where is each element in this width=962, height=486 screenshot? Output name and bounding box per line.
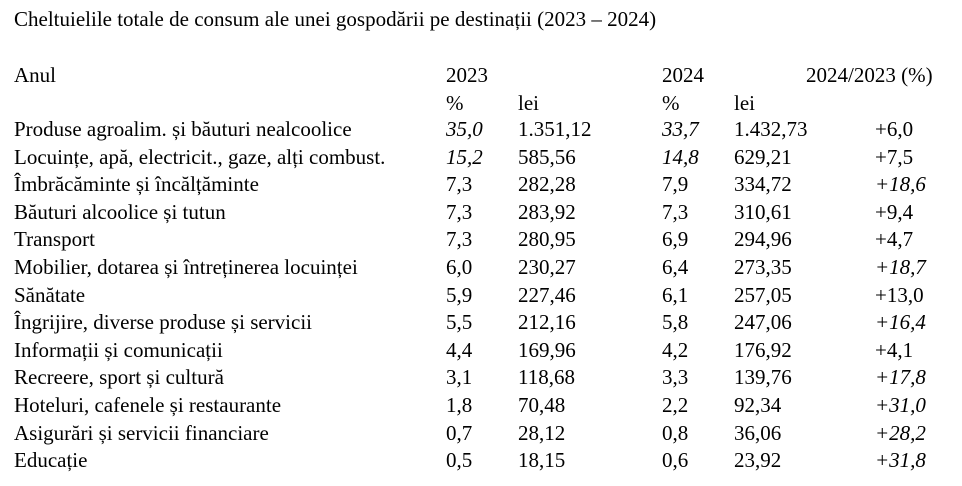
lei-2024: 176,92 [734, 337, 792, 362]
pct-2024: 4,2 [662, 337, 689, 362]
pct-2024: 33,7 [662, 117, 699, 141]
pct-2024: 6,1 [662, 282, 689, 307]
lei-2024: 257,05 [734, 282, 792, 307]
subheader-lei-2023: lei [518, 91, 539, 115]
change-pct: +13,0 [875, 282, 924, 307]
category-name: Asigurări și servicii financiare [14, 420, 269, 445]
category-name: Băuturi alcoolice și tutun [14, 199, 226, 224]
pct-2023: 4,4 [446, 337, 473, 362]
pct-2023: 0,5 [446, 448, 473, 473]
table-row [14, 309, 955, 337]
lei-2023: 283,92 [518, 199, 576, 224]
table-row [14, 364, 955, 392]
change-pct: +7,5 [875, 144, 914, 169]
change-pct: +31,8 [875, 448, 926, 473]
subheader-pct-2023: % [446, 91, 464, 115]
change-pct: +6,0 [875, 117, 914, 141]
lei-2024: 92,34 [734, 392, 782, 417]
subheader-lei-2024: lei [734, 91, 755, 115]
pct-2024: 7,9 [662, 172, 689, 197]
category-name: Locuințe, apă, electricit., gaze, alți combust. [14, 144, 386, 169]
category-name: Educație [14, 448, 88, 473]
lei-2023: 280,95 [518, 227, 576, 252]
lei-2023: 585,56 [518, 144, 576, 169]
lei-2024: 36,06 [734, 420, 782, 445]
change-pct: +18,7 [875, 254, 926, 279]
lei-2024: 629,21 [734, 144, 792, 169]
lei-2024: 310,61 [734, 199, 792, 224]
table-row [14, 282, 955, 310]
pct-2024: 7,3 [662, 199, 689, 224]
header-year-2023: 2023 [446, 63, 488, 87]
lei-2023: 70,48 [518, 392, 566, 417]
change-pct: +31,0 [875, 392, 926, 417]
pct-2023: 7,3 [446, 172, 473, 197]
pct-2023: 7,3 [446, 199, 473, 224]
pct-2024: 0,6 [662, 448, 689, 473]
header-row-label: Anul [14, 63, 56, 87]
change-pct: +18,6 [875, 172, 926, 197]
lei-2023: 1.351,12 [518, 117, 592, 141]
lei-2024: 273,35 [734, 254, 792, 279]
change-pct: +16,4 [875, 310, 926, 335]
table-row [14, 171, 955, 199]
category-name: Hoteluri, cafenele și restaurante [14, 392, 282, 417]
pct-2023: 5,9 [446, 282, 473, 307]
change-pct: +4,1 [875, 337, 914, 362]
lei-2023: 230,27 [518, 254, 576, 279]
pct-2024: 6,4 [662, 254, 689, 279]
lei-2024: 334,72 [734, 172, 792, 197]
table-row [14, 447, 955, 475]
table-row [14, 199, 955, 227]
category-name: Îmbrăcăminte și încălțăminte [14, 172, 259, 197]
pct-2023: 5,5 [446, 310, 473, 335]
header-change: 2024/2023 (%) [806, 63, 933, 87]
category-name: Mobilier, dotarea și întreținerea locuinței [14, 254, 358, 279]
table-row [14, 337, 955, 365]
pct-2023: 3,1 [446, 365, 473, 390]
lei-2023: 28,12 [518, 420, 566, 445]
expenses-table-body [14, 116, 955, 475]
lei-2024: 1.432,73 [734, 117, 808, 141]
pct-2023: 6,0 [446, 254, 473, 279]
lei-2023: 227,46 [518, 282, 576, 307]
table-row [14, 226, 955, 254]
table-row [14, 392, 955, 420]
lei-2023: 282,28 [518, 172, 576, 197]
header-year-2024: 2024 [662, 63, 704, 87]
pct-2023: 15,2 [446, 144, 483, 169]
pct-2023: 0,7 [446, 420, 473, 445]
category-name: Sănătate [14, 282, 86, 307]
page-title: Cheltuielile totale de consum ale unei gospodării pe destinații (2023 – 2024) [14, 7, 657, 31]
pct-2024: 5,8 [662, 310, 689, 335]
lei-2023: 18,15 [518, 448, 566, 473]
pct-2024: 3,3 [662, 365, 689, 390]
lei-2024: 247,06 [734, 310, 792, 335]
table-row [14, 116, 955, 144]
category-name: Recreere, sport și cultură [14, 365, 224, 390]
pct-2023: 1,8 [446, 392, 473, 417]
pct-2024: 0,8 [662, 420, 689, 445]
change-pct: +28,2 [875, 420, 926, 445]
lei-2024: 294,96 [734, 227, 792, 252]
subheader-pct-2024: % [662, 91, 680, 115]
table-row [14, 144, 955, 172]
lei-2024: 139,76 [734, 365, 792, 390]
category-name: Informații și comunicații [14, 337, 223, 362]
category-name: Transport [14, 227, 95, 252]
change-pct: +9,4 [875, 199, 914, 224]
table-row [14, 420, 955, 448]
table-row [14, 254, 955, 282]
lei-2023: 169,96 [518, 337, 576, 362]
pct-2023: 7,3 [446, 227, 473, 252]
category-name: Îngrijire, diverse produse și servicii [14, 310, 312, 335]
pct-2024: 2,2 [662, 392, 689, 417]
expenses-table [14, 116, 955, 475]
pct-2024: 14,8 [662, 144, 699, 169]
change-pct: +4,7 [875, 227, 914, 252]
lei-2024: 23,92 [734, 448, 782, 473]
change-pct: +17,8 [875, 365, 926, 390]
lei-2023: 118,68 [518, 365, 575, 390]
pct-2023: 35,0 [446, 117, 483, 141]
lei-2023: 212,16 [518, 310, 576, 335]
pct-2024: 6,9 [662, 227, 689, 252]
category-name: Produse agroalim. și băuturi nealcoolice [14, 117, 352, 141]
